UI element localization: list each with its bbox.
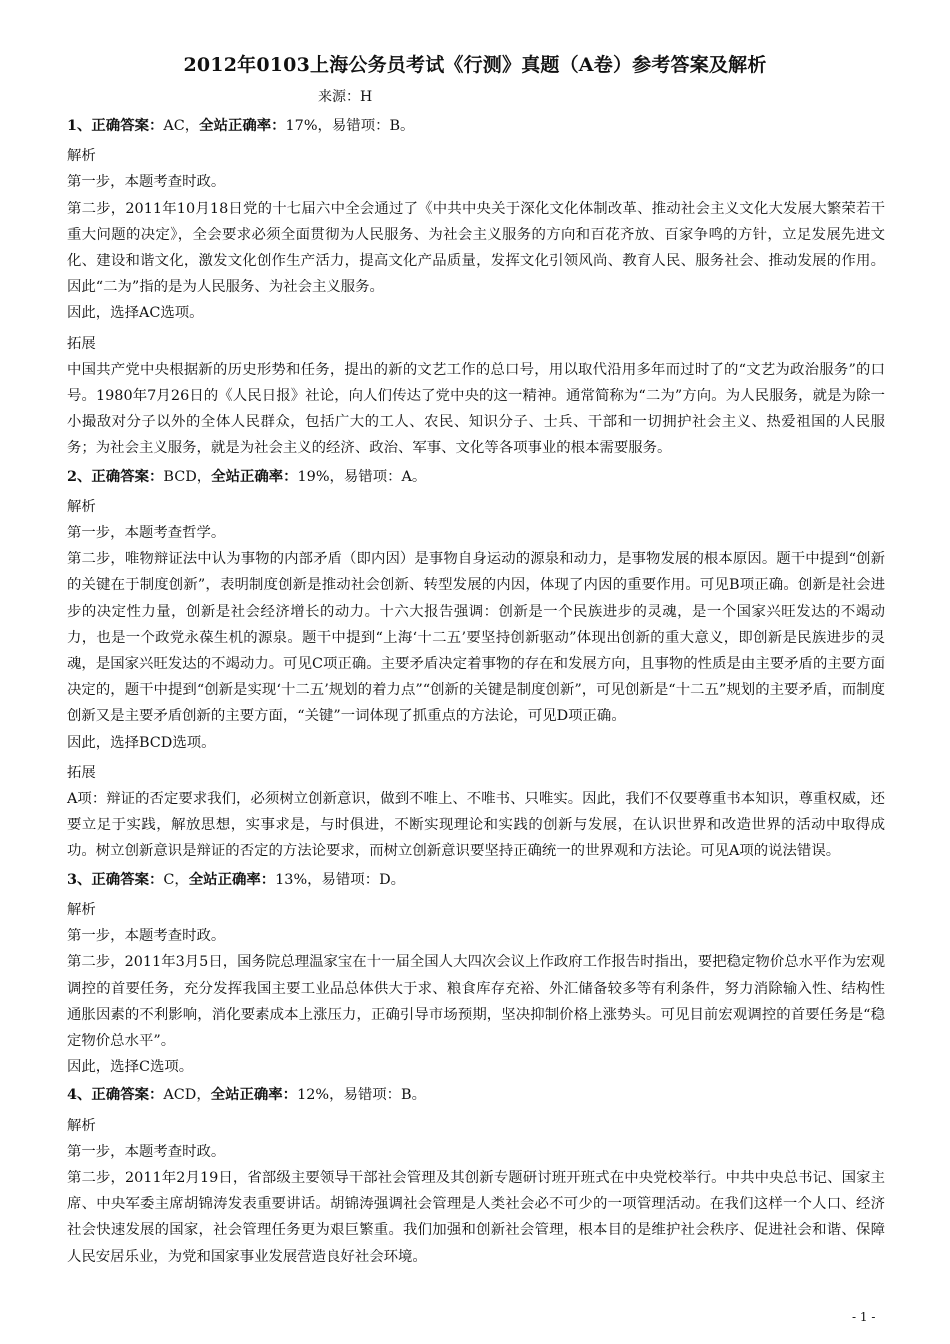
rate-value: 13%，易错项：D。 xyxy=(275,871,406,888)
question-header xyxy=(67,1082,885,1108)
analysis-paragraph: 第一步，本题考查哲学。 xyxy=(67,525,226,542)
answer-label: 正确答案： xyxy=(91,467,164,485)
analysis-label: 解析 xyxy=(67,901,96,918)
rate-value: 19%，易错项：A。 xyxy=(297,468,427,485)
analysis-paragraph: 第二步，2011年2月19日，省部级主要领导干部社会管理及其创新专题研讨班开班式在中央党校举行。中共中央总书记、国家主席、中央军委主席胡锦涛发表重要讲话。胡锦涛强调社会管理是人类社会必不可少的一项管理活动。在我们这样一个人口、经济社会快速发展的国家，社会管理任务更为艰巨繁重。我们加强和创新社会管理，根本目的是维护社会秩序、促进社会和谐、保障人民安居乐业，为党和国家事业发展营造良好社会环境。 xyxy=(67,1169,885,1265)
source-line: 来源：H xyxy=(318,89,373,105)
analysis-paragraph: 因此，选择BCD选项。 xyxy=(67,734,216,751)
rate-value: 17%，易错项：B。 xyxy=(285,118,415,134)
analysis-paragraph: 第一步，本题考查时政。 xyxy=(67,174,226,191)
extension-paragraph: 中国共产党中央根据新的历史形势和任务，提出的新的文艺工作的总口号，用以取代沿用多年而过时了的“文艺为政治服务”的口号。1980年7月26日的《人民日报》社论，向人们传达了党中央的这一精神。通常简称为“二为”方向。为人民服务，就是为除一小撮敌对分子以外的全体人民群众，包括广大的工人、农民、知识分子、士兵、干部和一切拥护社会主义、热爱祖国的人民服务；为社会主义服务，就是为社会主义的经济、政治、军事、文化等各项事业的根本需要服务。 xyxy=(67,361,885,457)
answer-value: C， xyxy=(163,871,189,888)
analysis-label: 解析 xyxy=(67,498,96,515)
analysis-paragraph: 第二步，2011年10月18日党的十七届六中全会通过了《中共中央关于深化文化体制改革、推动社会主义文化大发展大繁荣若干重大问题的决定》，全会要求必须全面贯彻为人民服务、为社会主义服务的方向和百花齐放、百家争鸣的方针，立足发展先进文化、建设和谐文化，激发文化创作生产活力，提高文化产品质量，发挥文化引领风尚、教育人民、服务社会、推动发展的作用。因此“二为”指的是为人民服务、为社会主义服务。 xyxy=(67,200,885,296)
rate-value: 12%，易错项：B。 xyxy=(297,1087,426,1104)
analysis-paragraph: 第二步，2011年3月5日，国务院总理温家宝在十一届全国人大四次会议上作政府工作报告时指出，要把稳定物价总水平作为宏观调控的首要任务，充分发挥我国主要工业品总体供大于求、粮食库存充裕、外汇储备较多等有利条件，努力消除输入性、结构性通胀因素的不利影响，消化要素成本上涨压力，正确引导市场预期，坚决抑制价格上涨势头。可见目前宏观调控的首要任务是“稳定物价总水平”。 xyxy=(67,954,885,1049)
analysis-label: 解析 xyxy=(67,1117,96,1134)
analysis-paragraph: 第二步，唯物辩证法中认为事物的内部矛盾（即内因）是事物自身运动的源泉和动力，是事物发展的根本原因。题干中提到“创新的关键在于制度创新”，表明制度创新是推动社会创新、转型发展的内因，体现了内因的重要作用。可见B项正确。创新是社会进步的决定性力量，创新是社会经济增长的动力。十六大报告强调：创新是一个民族进步的灵魂，是一个国家兴旺发达的不竭动力，也是一个政党永葆生机的源泉。题干中提到“上海‘十二五’要坚持创新驱动”体现出创新的重大意义，即创新是民族进步的灵魂，是国家兴旺发达的不竭动力。可见C项正确。主要矛盾决定着事物的存在和发展方向，且事物的性质是由主要矛盾的主要方面决定的，题干中提到“创新是实现‘十二五’规划的着力点”“创新的关键是制度创新”，可见创新是“十二五”规划的主要矛盾，而制度创新又是主要矛盾创新的主要方面，“关键”一词体现了抓重点的方法论，可见D项正确。 xyxy=(67,551,885,725)
rate-label: 全站正确率： xyxy=(210,1086,298,1104)
page-title: 2012年0103上海公务员考试《行测》真题（A卷）参考答案及解析 xyxy=(183,54,767,76)
answer-label: 正确答案： xyxy=(91,117,164,134)
question-number: 4、 xyxy=(67,1086,92,1104)
analysis-label: 解析 xyxy=(67,148,96,165)
question-number: 1、 xyxy=(67,117,92,134)
content-body xyxy=(67,111,885,1270)
rate-label: 全站正确率： xyxy=(199,117,286,134)
extension-label: 拓展 xyxy=(67,335,96,352)
analysis-paragraph: 因此，选择AC选项。 xyxy=(67,305,204,322)
question-number: 2、 xyxy=(67,467,92,485)
question-number: 3、 xyxy=(67,870,92,888)
question-header xyxy=(67,113,885,139)
analysis-paragraph: 因此，选择C选项。 xyxy=(67,1059,194,1076)
answer-label: 正确答案： xyxy=(91,870,164,888)
question-header xyxy=(67,464,885,490)
extension-label: 拓展 xyxy=(67,764,96,781)
extension-paragraph: A项：辩证的否定要求我们，必须树立创新意识，做到不唯上、不唯书、只唯实。因此，我们不仅要尊重书本知识，尊重权威，还要立足于实践，解放思想，实事求是，与时俱进，不断实现理论和实践的创新与发展，在认识世界和改造世界的活动中取得成功。树立创新意识是辩证的否定的方法论要求，而树立创新意识要坚持正确统一的世界观和方法论。可见A项的说法错误。 xyxy=(67,791,885,860)
analysis-paragraph: 第一步，本题考查时政。 xyxy=(67,928,226,945)
question-header xyxy=(67,867,885,893)
analysis-paragraph: 第一步，本题考查时政。 xyxy=(67,1143,226,1160)
answer-label: 正确答案： xyxy=(91,1086,164,1104)
rate-label: 全站正确率： xyxy=(211,467,298,485)
answer-value: ACD， xyxy=(163,1087,211,1104)
page-number: - 1 - xyxy=(852,1310,876,1324)
rate-label: 全站正确率： xyxy=(188,870,276,888)
answer-value: AC， xyxy=(163,118,200,134)
answer-value: BCD， xyxy=(163,468,212,485)
